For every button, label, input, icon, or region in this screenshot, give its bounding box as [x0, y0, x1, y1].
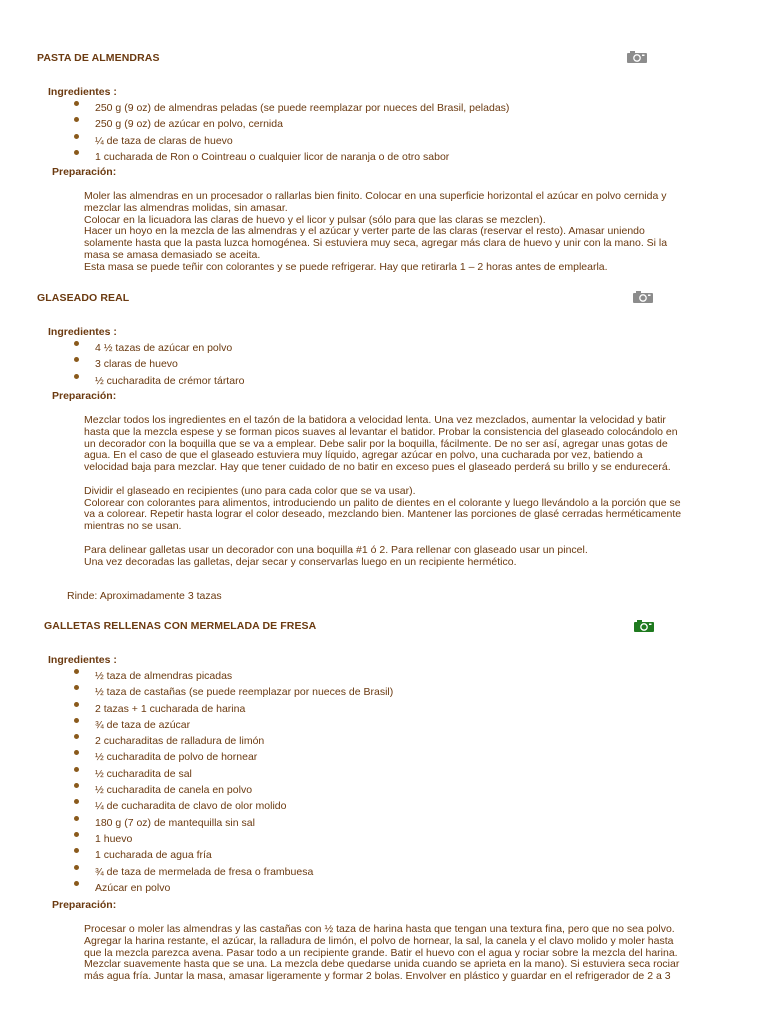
list-item: ½ taza de almendras picadas [74, 668, 393, 684]
list-item: 250 g (9 oz) de almendras peladas (se puede reemplazar por nueces del Brasil, peladas) [74, 100, 509, 116]
list-item: ¾ de taza de mermelada de fresa o frambuesa [74, 864, 393, 880]
recipe-1-ingredients-label: Ingredientes : [48, 86, 117, 98]
bullet [74, 767, 79, 772]
bullet [74, 374, 79, 379]
bullet [74, 799, 79, 804]
recipe-1-prep-label: Preparación: [52, 166, 117, 178]
list-item: 1 cucharada de agua fría [74, 847, 393, 863]
bullet [74, 101, 79, 106]
camera-icon[interactable] [627, 51, 647, 63]
bullet [74, 832, 79, 837]
list-item: 180 g (7 oz) de mantequilla sin sal [74, 815, 393, 831]
list-item: 250 g (9 oz) de azúcar en polvo, cernida [74, 116, 509, 132]
list-item: Azúcar en polvo [74, 880, 393, 896]
camera-icon[interactable] [633, 291, 653, 303]
list-item: ½ cucharadita de crémor tártaro [74, 373, 244, 389]
bullet [74, 685, 79, 690]
bullet [74, 816, 79, 821]
list-item: 1 huevo [74, 831, 393, 847]
bullet [74, 783, 79, 788]
list-item: 1 cucharada de Ron o Cointreau o cualquier licor de naranja o de otro sabor [74, 149, 509, 165]
recipe-3-prep-text: Procesar o moler las almendras y las castañas con ½ taza de harina hasta que tengan una textura fina, pero que no sea polvo. Agregar la harina restante, el azúcar, la ralladura de limón, el polvo de hornear, la sal, la canela y el clavo molido y moler hasta que la mezcla parezca avena. Pasar todo a un recipiente grande. Batir el huevo con el agua y rociar sobre la mezcla del harina. Mezclar suavemente hasta que se una. La mezcla debe quedarse unida cuando se aprieta en la mano). Si estuviera seca rociar más agua fría. Juntar la masa, amasar ligeramente y formar 2 bolas. Envolver en plástico y guardar en el refrigerador de 2 a 3 [84, 923, 680, 983]
bullet [74, 750, 79, 755]
list-item: ¾ de taza de azúcar [74, 717, 393, 733]
list-item: 3 claras de huevo [74, 356, 244, 372]
camera-icon[interactable] [634, 620, 654, 632]
bullet [74, 669, 79, 674]
bullet [74, 117, 79, 122]
list-item: ¼ de cucharadita de clavo de olor molido [74, 798, 393, 814]
recipe-3-prep-label: Preparación: [52, 899, 117, 911]
bullet [74, 865, 79, 870]
list-item: ¼ de taza de claras de huevo [74, 133, 509, 149]
recipe-1-ingredient-list [74, 100, 509, 165]
bullet [74, 881, 79, 886]
list-item: ½ cucharadita de sal [74, 766, 393, 782]
list-item: 2 cucharaditas de ralladura de limón [74, 733, 393, 749]
bullet [74, 718, 79, 723]
list-item: ½ cucharadita de polvo de hornear [74, 749, 393, 765]
list-item: ½ taza de castañas (se puede reemplazar por nueces de Brasil) [74, 684, 393, 700]
list-item: 2 tazas + 1 cucharada de harina [74, 701, 393, 717]
bullet [74, 341, 79, 346]
bullet [74, 702, 79, 707]
bullet [74, 848, 79, 853]
bullet [74, 134, 79, 139]
recipe-2-prep-text: Mezclar todos los ingredientes en el tazón de la batidora a velocidad lenta. Una vez mezclados, aumentar la velocidad y batir hasta que la mezcla espese y se forman picos suaves al levantar el batidor. Probar la consistencia del glaseado colocándolo en un decorador con la boquilla que se va a emplear. Debe salir por la boquilla, fácilmente. De no ser así, agregar unas gotas de agua. En el caso de que el glaseado estuviera muy líquido, agregar azúcar en polvo, una cucharada por vez, batiendo a velocidad baja para mezclar. Hay que tener cuidado de no batir en exceso pues el glaseado perderá su brillo y se endurecerá. Dividir el glaseado en recipientes (uno para cada color que se va usar). Colorear con colorantes para alimentos, introduciendo un palito de dientes en el colorante y luego llevándolo a la porción que se va a colorear. Repetir hasta lograr el color deseado, mezclando bien. Mantener las porciones de glasé cerradas herméticamente mientras no se usan. Para delinear galletas usar un decorador con una boquilla #1 ó 2. Para rellenar con glaseado usar un pincel. Una vez decoradas las galletas, dejar secar y conservarlas luego en un recipiente hermético. [84, 414, 682, 568]
recipe-3-ingredient-list [74, 668, 393, 896]
bullet [74, 734, 79, 739]
recipe-2-yield: Rinde: Aproximadamente 3 tazas [67, 590, 222, 602]
recipe-1-prep-text: Moler las almendras en un procesador o rallarlas bien finito. Colocar en una superficie horizontal el azúcar en polvo cernida y mezclar las almendras molidas, sin amasar. Colocar en la licuadora las claras de huevo y el licor y pulsar (sólo para que las claras se mezclen). Hacer un hoyo en la mezcla de las almendras y el azúcar y verter parte de las claras (reservar el resto). Amasar uniendo solamente hasta que la pasta luzca homogénea. Si estuviera muy seca, agregar más clara de huevo y unir con la mano. Si la masa se amasa demasiado se aceita. Esta masa se puede teñir con colorantes y se puede refrigerar. Hay que retirarla 1 – 2 horas antes de emplearla. [84, 190, 668, 273]
recipe-2-title: GLASEADO REAL [37, 292, 130, 304]
list-item: ½ cucharadita de canela en polvo [74, 782, 393, 798]
recipe-2-ingredients-label: Ingredientes : [48, 326, 117, 338]
recipe-3-title: GALLETAS RELLENAS CON MERMELADA DE FRESA [44, 620, 317, 632]
recipe-2-prep-label: Preparación: [52, 390, 117, 402]
bullet [74, 150, 79, 155]
bullet [74, 357, 79, 362]
recipe-1-title: PASTA DE ALMENDRAS [37, 52, 160, 64]
recipe-2-ingredient-list [74, 340, 244, 389]
recipe-3-ingredients-label: Ingredientes : [48, 654, 117, 666]
list-item: 4 ½ tazas de azúcar en polvo [74, 340, 244, 356]
